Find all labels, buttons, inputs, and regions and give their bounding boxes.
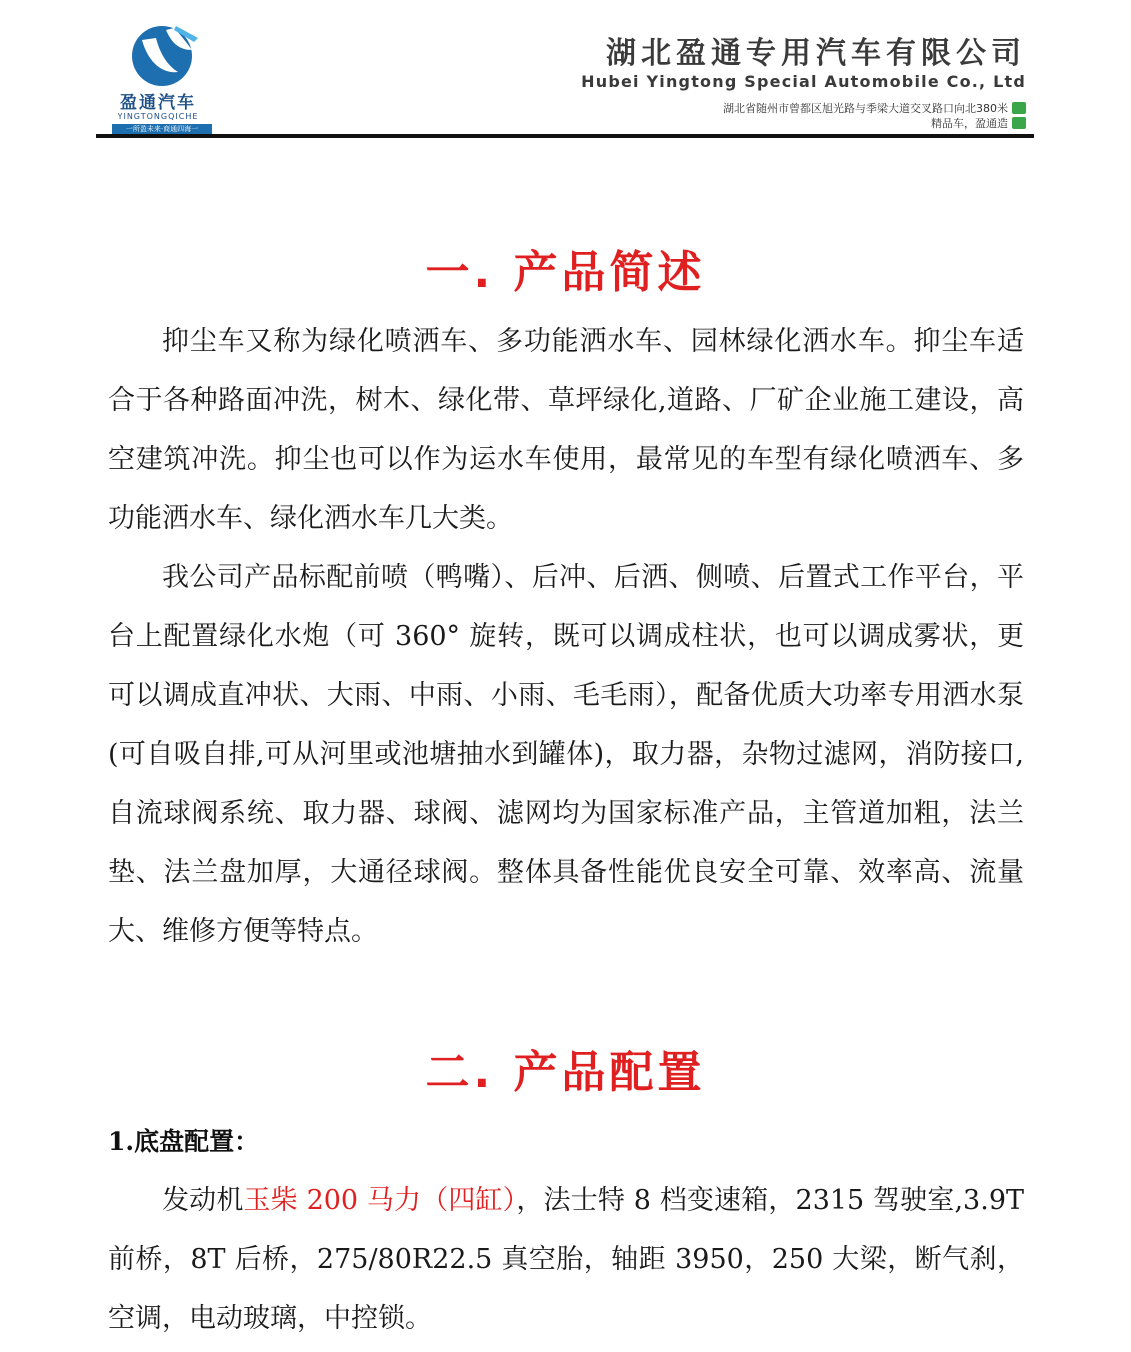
brand-badge-icon	[1012, 117, 1026, 129]
engine-highlight: 玉柴 200 马力（四缸）	[243, 1185, 517, 1216]
letterhead	[96, 14, 1034, 138]
chassis-config-heading: 1.底盘配置：	[108, 1127, 260, 1156]
company-address	[723, 100, 1026, 116]
logo-name: 盈通汽车	[120, 93, 196, 113]
company-name-cn: 湖北盈通专用汽车有限公司	[606, 36, 1026, 71]
slogan-text: 精品车，盈通造	[931, 117, 1008, 130]
section-title-overview: 一. 产品简述	[425, 247, 706, 298]
chassis-config-paragraph	[108, 1171, 1024, 1348]
company-name-en: Hubei Yingtong Special Automobile Co., Ltd	[581, 72, 1026, 91]
overview-paragraph-1: 抑尘车又称为绿化喷洒车、多功能洒水车、园林绿化洒水车。抑尘车适合于各种路面冲洗，树木、绿化带、草坪绿化,道路、厂矿企业施工建设，高空建筑冲洗。抑尘也可以作为运水车使用，最常见的车型有绿化喷洒车、多功能洒水车、绿化洒水车几大类。	[108, 326, 1024, 534]
logo-pinyin: YINGTONGQICHE	[117, 112, 199, 121]
chassis-details: ，法士特 8 档变速箱，2315 驾驶室,3.9T 前桥，8T 后桥，275/80R22.5 真空胎，轴距 3950，250 大梁，断气刹，空调，电动玻璃，中控锁。	[108, 1185, 1025, 1334]
location-icon	[1012, 102, 1026, 114]
chassis-prefix: 发动机	[162, 1185, 244, 1216]
header-divider	[96, 134, 1034, 138]
company-slogan	[931, 115, 1026, 131]
logo-swoosh-icon	[122, 20, 202, 90]
address-text: 湖北省随州市曾都区旭光路与季梁大道交叉路口向北380米	[723, 102, 1008, 115]
section-title-configuration: 二. 产品配置	[425, 1047, 706, 1098]
overview-paragraph-2: 我公司产品标配前喷（鸭嘴）、后冲、后洒、侧喷、后置式工作平台，平台上配置绿化水炮（可 360° 旋转，既可以调成柱状，也可以调成雾状，更可以调成直冲状、大雨、中雨、小雨、毛毛雨），配备优质大功率专用洒水泵(可自吸自排,可从河里或池塘抽水到罐体)，取力器，杂物过滤网，消防接口,自流球阀系统、取力器、球阀、滤网均为国家标准产品，主管道加粗，法兰垫、法兰盘加厚，大通径球阀。整体具备性能优良安全可靠、效率高、流量大、维修方便等特点。	[108, 562, 1024, 947]
company-logo	[104, 20, 212, 132]
logo-slogan: 一所盈未来·商通四海一	[112, 124, 212, 134]
